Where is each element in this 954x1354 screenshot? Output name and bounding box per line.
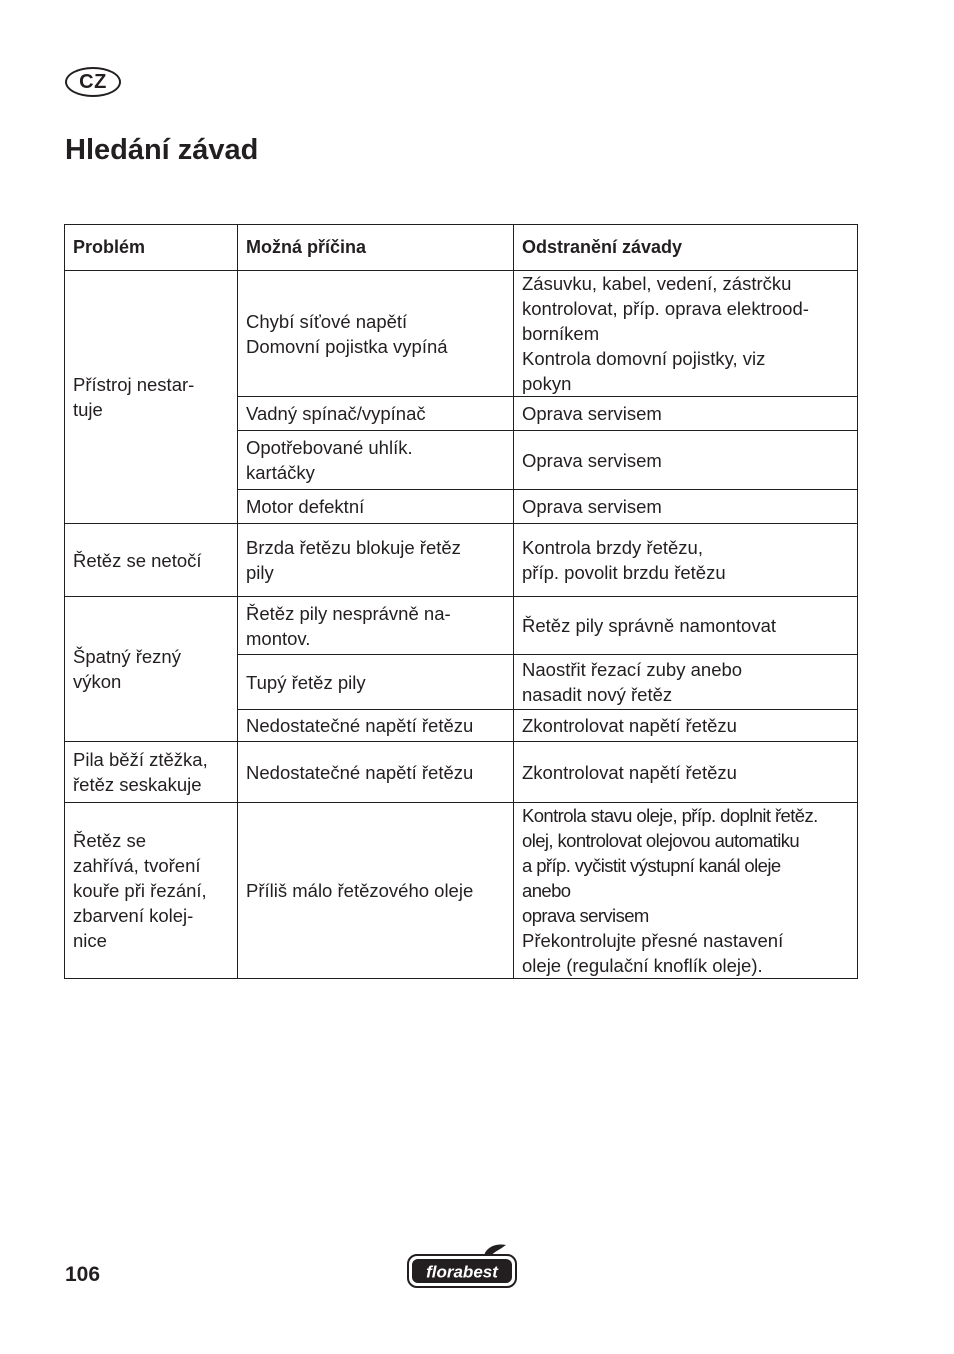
remedy-cell: Zkontrolovat napětí řetězu	[514, 710, 858, 742]
remedy-cell: Oprava servisem	[514, 397, 858, 431]
header-remedy: Odstranění závady	[514, 225, 858, 271]
remedy-cell: Oprava servisem	[514, 490, 858, 524]
table-row	[65, 597, 858, 655]
problem-cell: Řetěz se netočí	[65, 524, 238, 597]
page-title: Hledání závad	[65, 134, 259, 166]
table-row	[65, 524, 858, 597]
problem-cell: Pila běží ztěžka, řetěz seskakuje	[65, 742, 238, 803]
problem-cell: Řetěz se zahřívá, tvoření kouře při řezání, zbarvení kolej- nice	[65, 803, 238, 979]
remedy-cell: Kontrola brzdy řetězu, příp. povolit brzdu řetězu	[514, 524, 858, 597]
remedy-cell: Naostřit řezací zuby anebo nasadit nový řetěz	[514, 655, 858, 710]
cause-cell: Řetěz pily nesprávně na- montov.	[238, 597, 514, 655]
cause-cell: Chybí síťové napětí Domovní pojistka vypíná	[238, 271, 514, 397]
table-row	[65, 271, 858, 397]
cause-cell: Tupý řetěz pily	[238, 655, 514, 710]
language-badge: CZ	[65, 67, 121, 97]
remedy-cell: Řetěz pily správně namontovat	[514, 597, 858, 655]
cause-cell: Vadný spínač/vypínač	[238, 397, 514, 431]
cause-cell: Opotřebované uhlík. kartáčky	[238, 431, 514, 490]
remedy-cell: Zásuvku, kabel, vedení, zástrčku kontrolovat, příp. oprava elektrood- borníkem Kontrola domovní pojistky, viz pokyn	[514, 271, 858, 397]
remedy-cell: Oprava servisem	[514, 431, 858, 490]
remedy-cell: Zkontrolovat napětí řetězu	[514, 742, 858, 803]
cause-cell: Motor defektní	[238, 490, 514, 524]
problem-cell: Přístroj nestar- tuje	[65, 271, 238, 524]
problem-cell: Špatný řezný výkon	[65, 597, 238, 742]
header-problem: Problém	[65, 225, 238, 271]
troubleshooting-table	[64, 224, 858, 979]
cause-cell: Nedostatečné napětí řetězu	[238, 710, 514, 742]
cause-cell: Nedostatečné napětí řetězu	[238, 742, 514, 803]
remedy-cell: Kontrola stavu oleje, příp. doplnit řetěz. olej, kontrolovat olejovou automatiku a příp. vyčistit výstupní kanál oleje anebo oprava servisem Překontrolujte přesné nastavení oleje (regulační knoflík oleje).	[514, 803, 858, 979]
table-row	[65, 803, 858, 979]
cause-cell: Brzda řetězu blokuje řetěz pily	[238, 524, 514, 597]
table-header-row	[65, 225, 858, 271]
cause-cell: Příliš málo řetězového oleje	[238, 803, 514, 979]
page-number: 106	[65, 1263, 101, 1286]
table-row	[65, 742, 858, 803]
header-cause: Možná příčina	[238, 225, 514, 271]
florabest-logo	[406, 1243, 518, 1289]
svg-text:florabest: florabest	[426, 1262, 498, 1282]
